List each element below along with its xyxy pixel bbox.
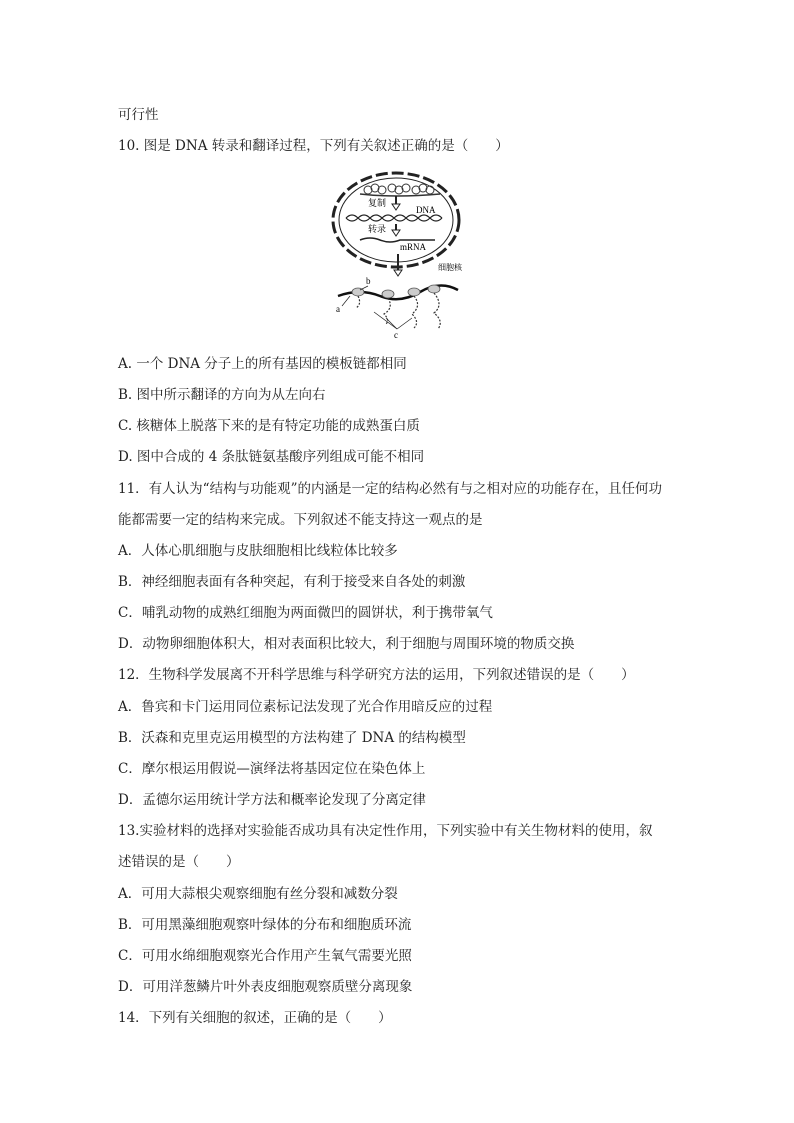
option-c: C．哺乳动物的成熟红细胞为两面微凹的圆饼状，利于携带氧气 [118,605,493,621]
text-line: 可行性 [118,107,159,123]
label-replication: 复制 [368,198,387,208]
option-c: C．可用水绵细胞观察光合作用产生氧气需要光照 [118,948,412,964]
label-dna: DNA [416,205,436,215]
option-a: A. 一个 DNA 分子上的所有基因的模板链都相同 [118,356,407,372]
question-10: 10. 图是 DNA 转录和翻译过程，下列有关叙述正确的是（ ） [118,138,509,154]
option-b: B．神经细胞表面有各种突起，有利于接受来自各处的刺激 [118,574,466,590]
option-d: D．动物卵细胞体积大，相对表面积比较大，利于细胞与周围环境的物质交换 [118,636,575,652]
option-b: B．可用黑藻细胞观察叶绿体的分布和细胞质环流 [118,917,412,933]
option-c: C. 核糖体上脱落下来的是有特定功能的成熟蛋白质 [118,418,420,434]
question-11: 11．有人认为“结构与功能观”的内涵是一定的结构必然有与之相对应的功能存在，且任何功 [118,481,662,497]
option-a: A．鲁宾和卡门运用同位素标记法发现了光合作用暗反应的过程 [118,699,493,715]
dna-transcription-translation-figure [330,168,490,344]
option-c: C．摩尔根运用假说—演绎法将基因定位在染色体上 [118,761,426,777]
label-mrna: mRNA [400,242,427,252]
option-d: D. 图中合成的 4 条肽链氨基酸序列组成可能不相同 [118,449,425,465]
label-nucleus: 细胞核 [438,263,462,272]
option-a: A．人体心肌细胞与皮肤细胞相比线粒体比较多 [118,543,398,559]
option-d: D．孟德尔运用统计学方法和概率论发现了分离定律 [118,792,426,808]
question-11-cont: 能都需要一定的结构来完成。下列叙述不能支持这一观点的是 [118,512,483,528]
question-12: 12．生物科学发展离不开科学思维与科学研究方法的运用，下列叙述错误的是（ ） [118,667,635,683]
option-a: A．可用大蒜根尖观察细胞有丝分裂和减数分裂 [118,886,398,902]
question-13-cont: 述错误的是（ ） [118,854,240,870]
label-a: a [336,304,340,314]
option-b: B. 图中所示翻译的方向为从左向右 [118,387,326,403]
label-b: b [366,276,371,286]
question-13: 13.实验材料的选择对实验能否成功具有决定性作用，下列实验中有关生物材料的使用，叙 [118,823,653,839]
option-b: B．沃森和克里克运用模型的方法构建了 DNA 的结构模型 [118,730,466,746]
label-transcription: 转录 [368,224,387,234]
label-c: c [394,330,398,340]
chromatin [360,184,440,196]
question-14: 14．下列有关细胞的叙述，正确的是（ ） [118,1010,392,1026]
option-d: D．可用洋葱鳞片叶外表皮细胞观察质壁分离现象 [118,979,413,995]
